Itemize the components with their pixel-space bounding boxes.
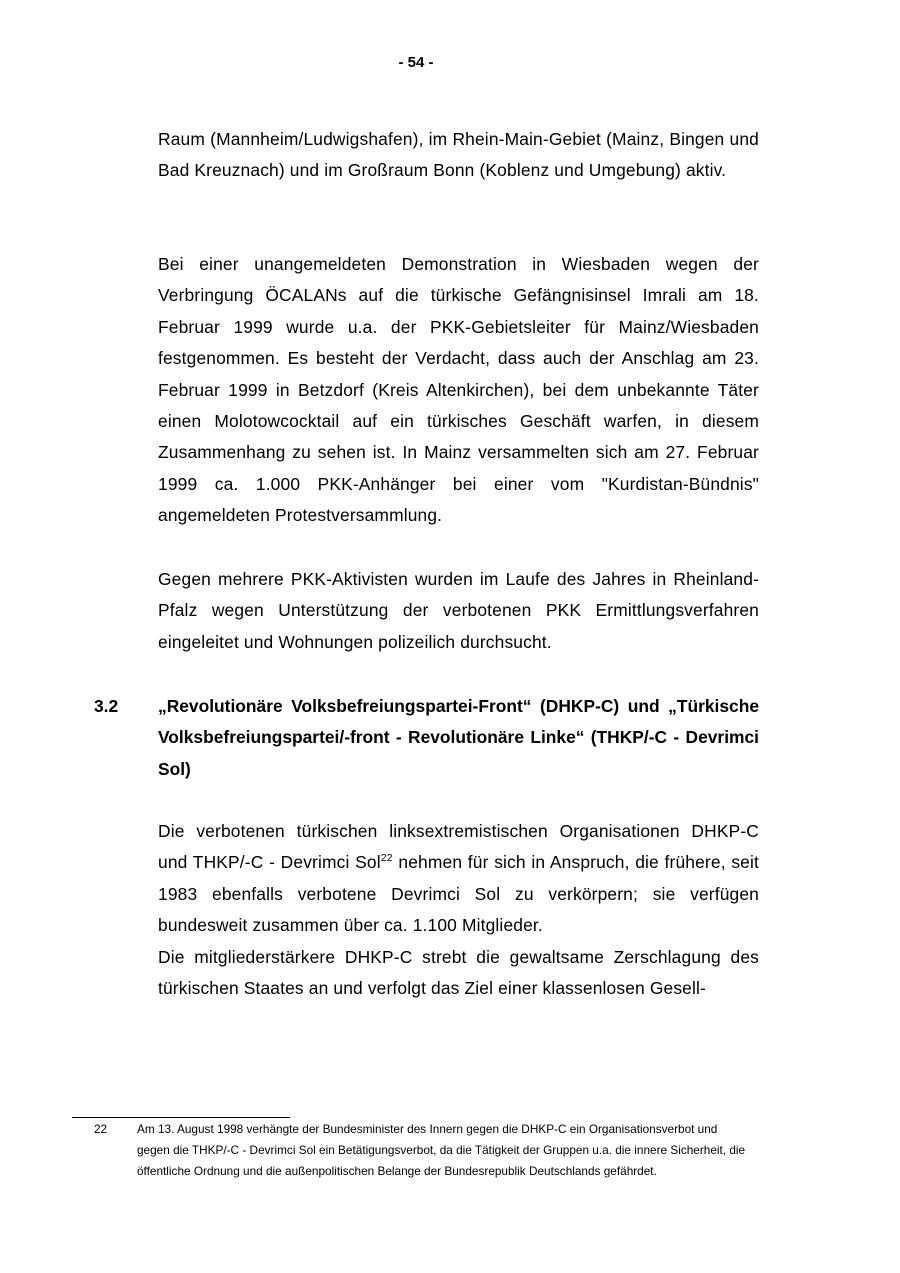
section-number: 3.2 (94, 696, 119, 716)
paragraph-organisations (158, 816, 759, 942)
paragraph-region-activity: Raum (Mannheim/Ludwigshafen), im Rhein-Main-Gebiet (Mainz, Bingen und Bad Kreuznach) und im Großraum Bonn (Koblenz und Umgebung) aktiv. (158, 129, 759, 181)
paragraph-dhkp-c-goals: Die mitgliederstärkere DHKP-C strebt die gewaltsame Zerschlagung des türkischen Staates an und verfolgt das Ziel einer klassenlosen Gesell- (158, 947, 759, 999)
page-number: - 54 - (398, 54, 434, 71)
footnote-text: Am 13. August 1998 verhängte der Bundesminister des Innern gegen die DHKP-C ein Organisationsverbot und gegen die THKP/-C - Devrimci Sol ein Betätigungsverbot, da die Tätigkeit der Gruppen u.a. die innere Sicherheit, die öffentliche Ordnung und die außenpolitischen Belange der Bundesrepublik Deutschlands gefährdet. (137, 1122, 746, 1178)
section-heading: „Revolutionäre Volksbefreiungspartei-Front“ (DHKP-C) und „Türkische Volksbefreiungspartei/-front - Revolutionäre Linke“ (THKP/-C - Devrimci Sol) (158, 696, 759, 779)
paragraph-organisations-text-1: Die verbotenen türkischen linksextremistischen Organisationen DHKP-C und THKP/-C - Devrimci Sol (158, 821, 759, 873)
footnote-number: 22 (94, 1122, 108, 1136)
footnote-separator (72, 1117, 290, 1118)
paragraph-investigations: Gegen mehrere PKK-Aktivisten wurden im Laufe des Jahres in Rheinland-Pfalz wegen Unterstützung der verbotenen PKK Ermittlungsverfahren eingeleitet und Wohnungen polizeilich durchsucht. (158, 569, 759, 652)
footnote-reference[interactable]: 22 (380, 852, 393, 865)
paragraph-organisations-text-2: nehmen für sich in Anspruch, die frühere, seit 1983 ebenfalls verbotene Devrimci Sol zu verkörpern; sie verfügen bundesweit zusammen über ca. 1.100 Mitglieder. (158, 852, 759, 936)
paragraph-wiesbaden-demonstration: Bei einer unangemeldeten Demonstration in Wiesbaden wegen der Verbringung ÖCALANs auf die türkische Gefängnisinsel Imrali am 18. Februar 1999 wurde u.a. der PKK-Gebietsleiter für Mainz/Wiesbaden festgenommen. Es besteht der Verdacht, dass auch der Anschlag am 23. Februar 1999 in Betzdorf (Kreis Altenkirchen), bei dem unbekannte Täter einen Molotowcocktail auf ein türkisches Geschäft warfen, in diesem Zusammenhang zu sehen ist. In Mainz versammelten sich am 27. Februar 1999 ca. 1.000 PKK-Anhänger bei einer vom "Kurdistan-Bündnis" angemeldeten Protestversammlung. (158, 254, 759, 526)
